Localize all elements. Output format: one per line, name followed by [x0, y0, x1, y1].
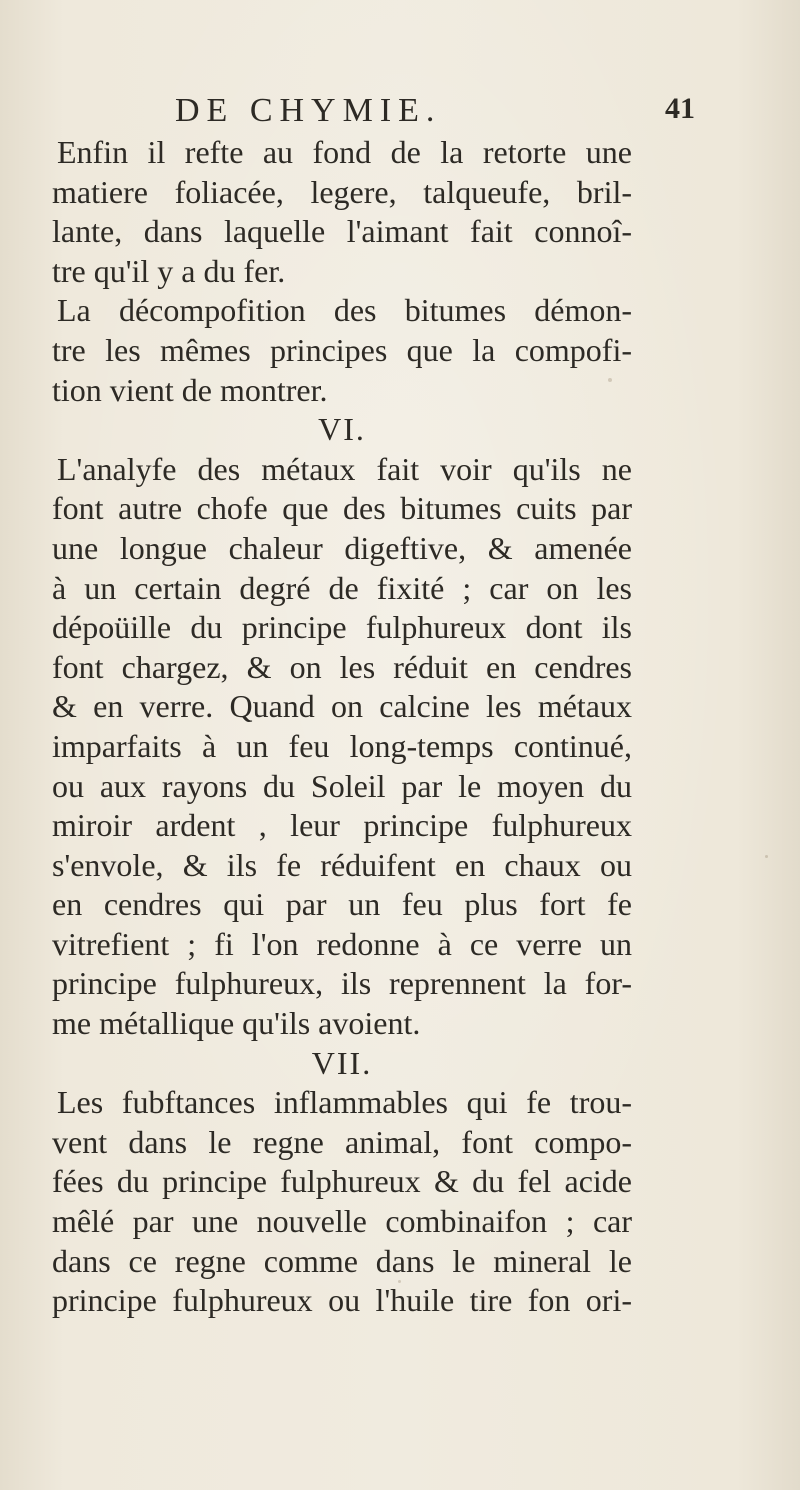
text-line: en cendres qui par un feu plus fort fe	[52, 886, 632, 923]
text-line: dépoüille du principe fulphureux dont ils	[52, 609, 632, 646]
text-line: tion vient de montrer.	[52, 371, 328, 408]
text-line: fées du principe fulphureux & du fel acide	[52, 1163, 632, 1200]
text-line: La décompofition des bitumes démon-	[57, 292, 632, 329]
text-line: une longue chaleur digeftive, & amenée	[52, 529, 632, 566]
text-line: vent dans le regne animal, font compo-	[52, 1123, 632, 1160]
text-line: miroir ardent , leur principe fulphureux	[52, 807, 632, 844]
text-line: Enfin il refte au fond de la retorte une	[57, 134, 632, 170]
running-head	[175, 92, 695, 132]
text-line: mêlé par une nouvelle combinaifon ; car	[52, 1203, 632, 1240]
body-text	[52, 133, 632, 1321]
text-line: lante, dans laquelle l'aimant fait connoî-	[52, 213, 632, 250]
paper-speck	[608, 378, 612, 382]
section-heading: VII.	[311, 1044, 373, 1081]
text-line: principe fulphureux, ils reprennent la for-	[52, 965, 632, 1002]
paper-speck	[765, 855, 768, 858]
running-title: DE CHYMIE.	[175, 92, 442, 129]
paper-speck	[398, 1280, 401, 1283]
text-line: & en verre. Quand on calcine les métaux	[52, 688, 632, 725]
text-line: tre qu'il y a du fer.	[52, 252, 286, 289]
text-line: principe fulphureux ou l'huile tire fon ori-	[52, 1282, 632, 1319]
text-line: s'envole, & ils fe réduifent en chaux ou	[52, 846, 632, 883]
text-line: me métallique qu'ils avoient.	[52, 1005, 421, 1042]
text-line: ou aux rayons du Soleil par le moyen du	[52, 767, 632, 804]
section-heading: VI.	[318, 411, 366, 448]
text-line: imparfaits à un feu long-temps continué,	[52, 727, 632, 764]
text-line: Les fubftances inflammables qui fe trou-	[57, 1084, 632, 1121]
text-line: L'analyfe des métaux fait voir qu'ils ne	[57, 450, 632, 487]
text-line: matiere foliacée, legere, talqueufe, bril-	[52, 173, 632, 210]
text-line: dans ce regne comme dans le mineral le	[52, 1242, 632, 1279]
page-number: 41	[665, 92, 695, 125]
text-line: font chargez, & on les réduit en cendres	[52, 648, 632, 685]
text-line: tre les mêmes principes que la compofi-	[52, 331, 632, 368]
text-line: font autre chofe que des bitumes cuits par	[52, 490, 632, 527]
text-line: à un certain degré de fixité ; car on les	[52, 569, 632, 606]
text-line: vitrefient ; fi l'on redonne à ce verre un	[52, 925, 632, 962]
